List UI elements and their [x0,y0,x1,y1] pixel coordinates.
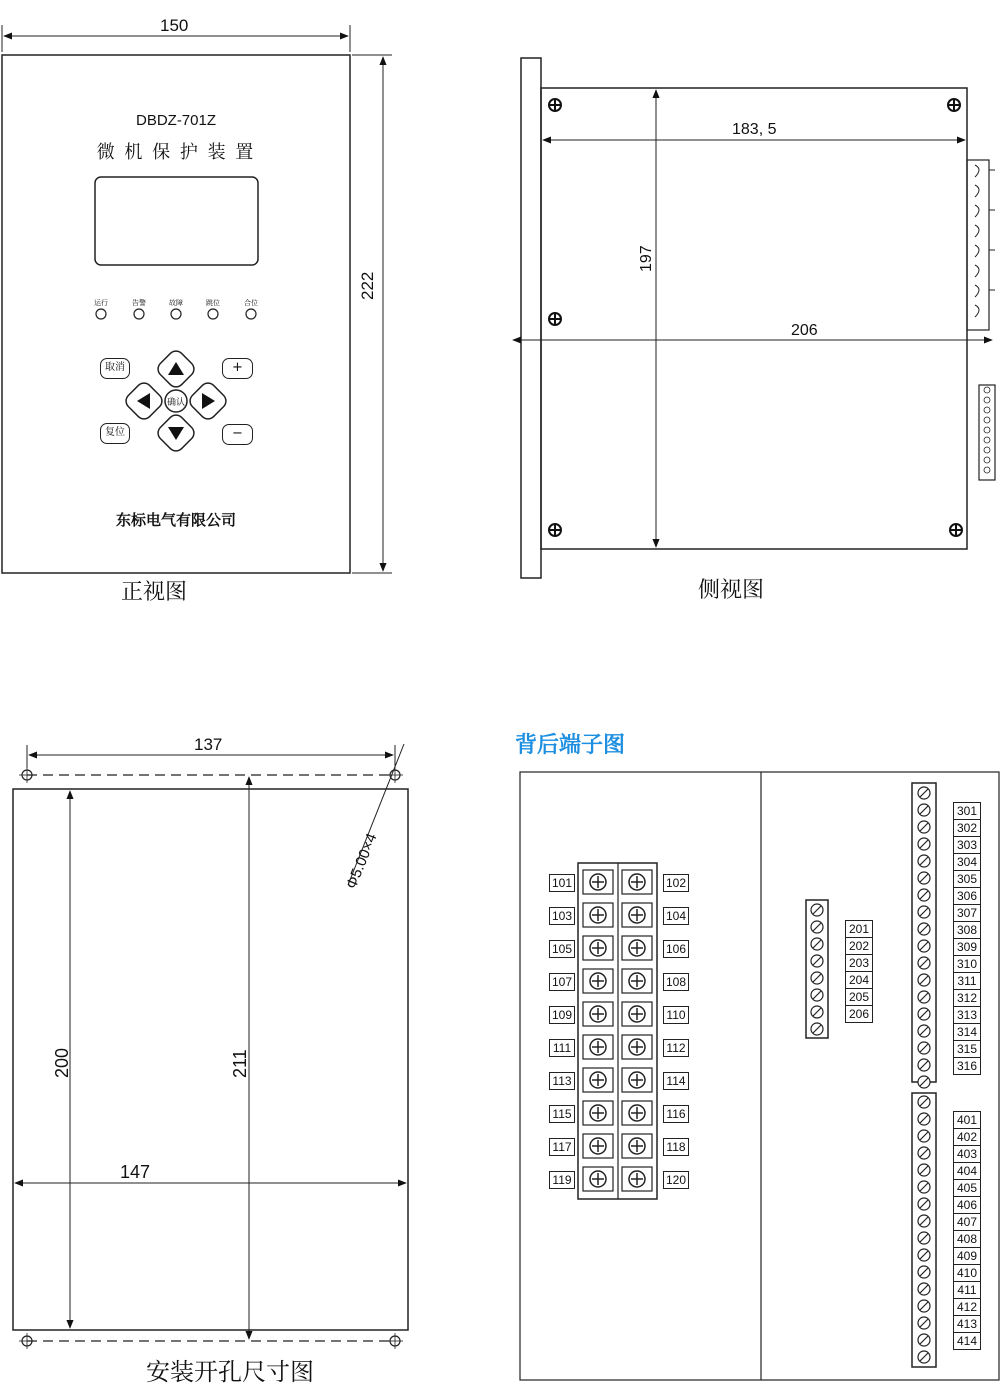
indicator-label-close: 合位 [244,299,258,307]
indicator-led [96,309,106,319]
plus-button[interactable]: + [222,358,253,379]
indicator-label-alarm: 告警 [132,299,146,307]
terminal-label: 306 [953,887,981,905]
terminal-label: 107 [549,973,575,991]
terminal-label: 109 [549,1006,575,1024]
arrow-left-button[interactable] [123,380,165,422]
side-terminal-strip [979,385,995,480]
terminal-label: 304 [953,853,981,871]
front-width-label: 150 [160,16,189,35]
terminal-label: 303 [953,836,981,854]
indicator-label-fault: 故障 [169,299,183,307]
terminal-label: 316 [953,1057,981,1075]
indicator-led [246,309,256,319]
terminal-label: 313 [953,1006,981,1024]
device-model: DBDZ-701Z [135,112,217,129]
arrow-down-button[interactable] [155,412,197,454]
terminal-label: 314 [953,1023,981,1041]
terminal-label: 119 [549,1171,575,1189]
cancel-button[interactable]: 取消 [100,358,130,379]
hole-spacing-label: 137 [194,735,223,754]
indicator-label-trip: 跳位 [206,299,220,307]
terminal-label: 204 [845,971,873,989]
cutout-view-caption: 安装开孔尺寸图 [146,1358,314,1386]
terminal-label: 405 [953,1179,981,1197]
terminal-label: 105 [549,940,575,958]
terminal-label: 201 [845,920,873,938]
terminal-label: 205 [845,988,873,1006]
side-height-label: 197 [638,245,655,272]
terminal-block-2-screws [811,904,823,1035]
minus-button[interactable]: − [222,424,253,445]
screw-icon [549,313,561,325]
terminal-label: 402 [953,1128,981,1146]
terminal-label: 117 [549,1138,575,1156]
side-body [541,88,967,549]
terminal-label: 115 [549,1105,575,1123]
terminal-label: 404 [953,1162,981,1180]
indicator-led [208,309,218,319]
terminal-label: 414 [953,1332,981,1350]
terminal-label: 112 [663,1039,689,1057]
front-view [2,25,392,573]
terminal-label: 106 [663,940,689,958]
front-height-label: 222 [358,271,377,300]
cut-height-label: 200 [52,1047,72,1078]
terminal-label: 206 [845,1005,873,1023]
terminal-label: 315 [953,1040,981,1058]
terminal-label: 108 [663,973,689,991]
terminal-label: 410 [953,1264,981,1282]
terminal-label: 309 [953,938,981,956]
side-depth-label: 206 [791,322,818,339]
company-name: 东标电气有限公司 [115,511,236,529]
indicator-led [171,309,181,319]
side-connector-teeth [975,165,995,317]
lcd-screen [95,177,258,265]
terminal-label: 409 [953,1247,981,1265]
terminal-label: 301 [953,802,981,820]
terminal-label: 312 [953,989,981,1007]
terminal-label: 412 [953,1298,981,1316]
terminal-label: 311 [953,972,981,990]
mounting-hole-icon [19,767,35,783]
terminal-label: 203 [845,954,873,972]
terminal-label: 302 [953,819,981,837]
terminal-label: 120 [663,1171,689,1189]
screw-icon [950,524,962,536]
mounting-hole-icon [19,1333,35,1349]
confirm-button-label[interactable]: 确认 [166,398,185,408]
terminal-label: 308 [953,921,981,939]
terminal-label: 110 [663,1006,689,1024]
side-connector-block [967,160,989,330]
terminal-label: 114 [663,1072,689,1090]
hole-vertical-label: 211 [230,1049,250,1078]
indicator-label-run: 运行 [94,299,108,307]
rear-view [520,772,999,1380]
front-panel-outline [2,55,350,573]
rear-view-title: 背后端子图 [515,733,626,758]
product-name: 微 机 保 护 装 置 [96,142,256,163]
arrow-right-button[interactable] [187,380,229,422]
side-terminal-screws [984,387,990,473]
cut-width-label: 147 [120,1162,151,1182]
screw-icon [549,524,561,536]
terminal-label: 101 [549,874,575,892]
reset-button[interactable]: 复位 [100,423,130,444]
terminal-label: 401 [953,1111,981,1129]
terminal-block-4-screws [918,1096,930,1363]
terminal-label: 104 [663,907,689,925]
side-inner-label: 183, 5 [732,121,777,138]
hole-diameter-note: Φ5.00×4 [343,830,381,892]
terminal-label: 406 [953,1196,981,1214]
terminal-label: 408 [953,1230,981,1248]
terminal-label: 111 [549,1039,575,1057]
terminal-label: 403 [953,1145,981,1163]
terminal-label: 202 [845,937,873,955]
terminal-label: 413 [953,1315,981,1333]
terminal-block-3-screws [918,787,930,1088]
cutout-view [13,744,408,1349]
terminal-label: 102 [663,874,689,892]
side-faceplate [521,58,541,578]
screw-icon [549,99,561,111]
mounting-hole-icon [387,1333,403,1349]
arrow-up-button[interactable] [155,348,197,390]
terminal-label: 118 [663,1138,689,1156]
terminal-label: 116 [663,1105,689,1123]
terminal-label: 307 [953,904,981,922]
screw-icon [948,99,960,111]
terminal-label: 305 [953,870,981,888]
terminal-label: 407 [953,1213,981,1231]
terminal-label: 310 [953,955,981,973]
side-view-caption: 侧视图 [698,578,765,603]
front-view-caption: 正视图 [121,580,188,605]
indicator-led [134,309,144,319]
terminal-label: 103 [549,907,575,925]
terminal-label: 411 [953,1281,981,1299]
terminal-label: 113 [549,1072,575,1090]
